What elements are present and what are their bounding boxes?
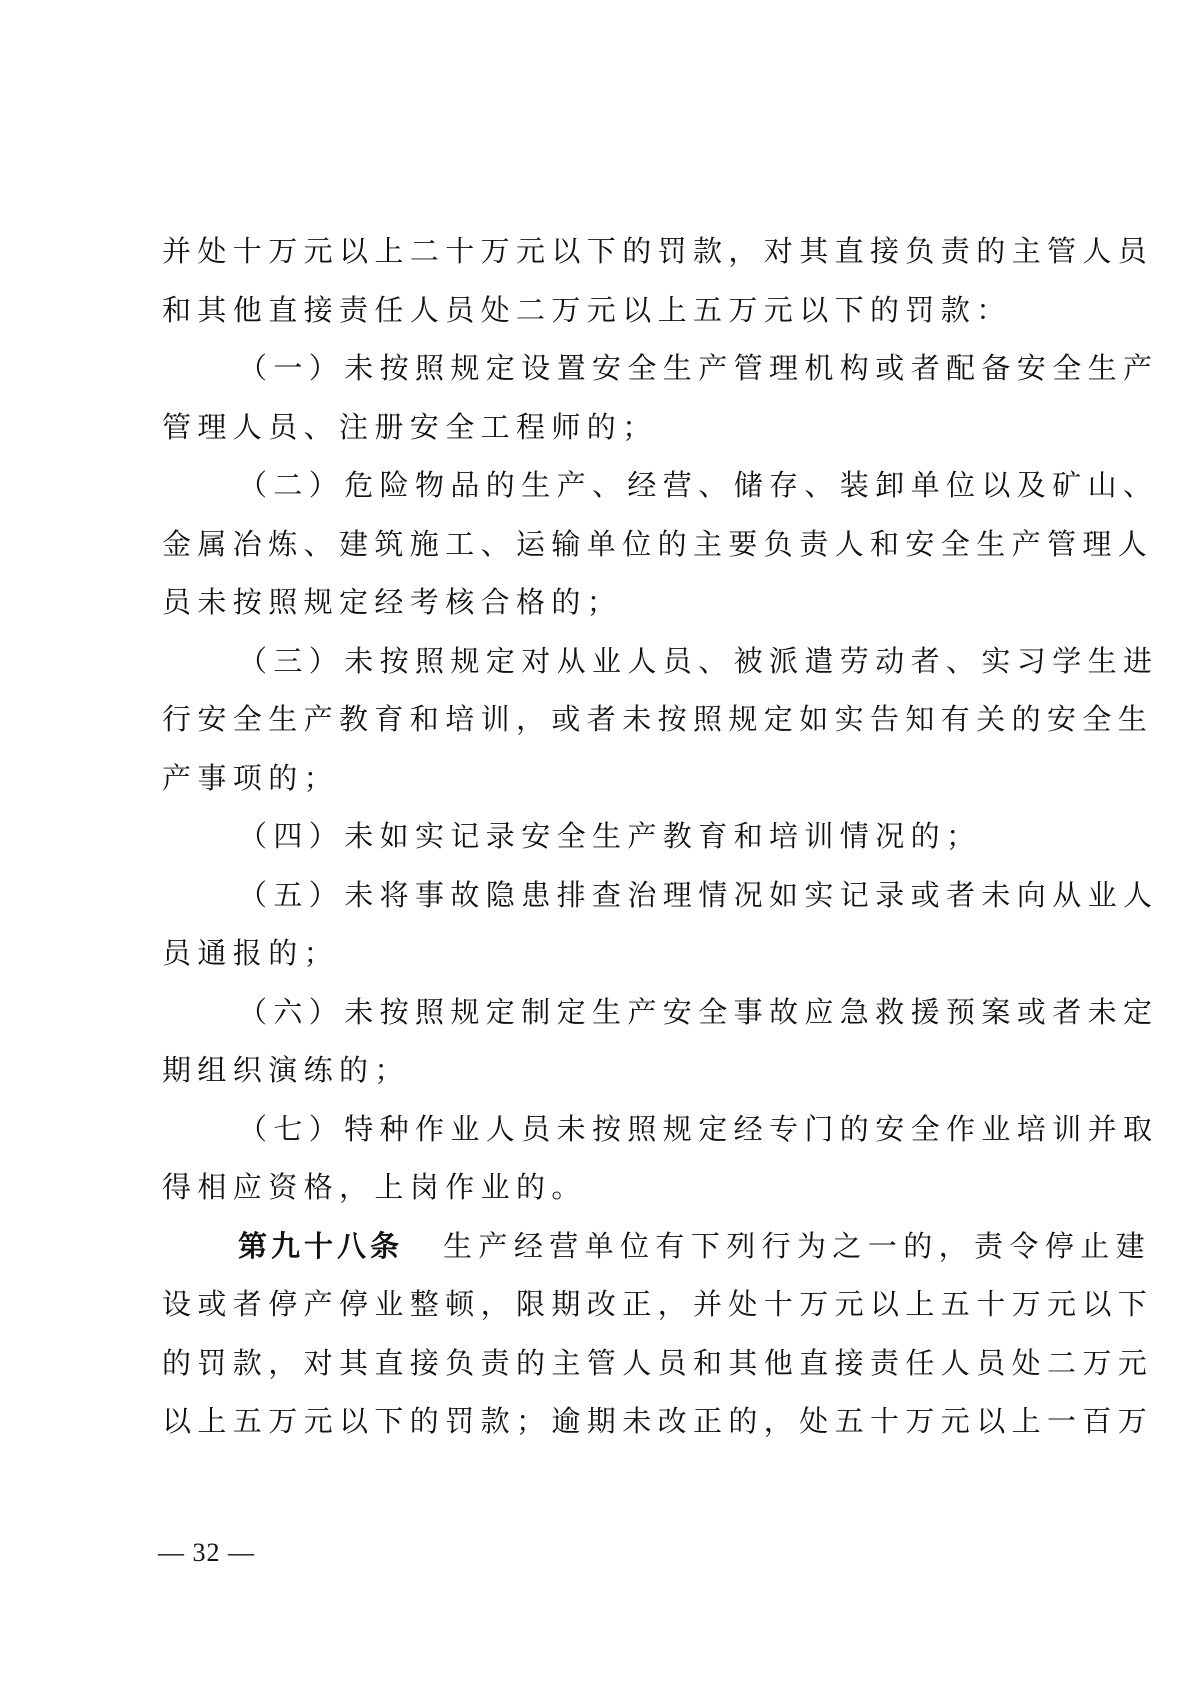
article-98-first-line [162, 1217, 1152, 1276]
text-line: 得相应资格，上岗作业的。 [162, 1170, 587, 1204]
clause-item-5: （五）未将事故隐患排查治理情况如实记录或者未向从业人 [238, 877, 1159, 912]
text-line: 行安全生产教育和培训，或者未按照规定如实告知有关的安全生 [162, 702, 1154, 736]
article-heading: 第九十八条 [238, 1228, 404, 1263]
text-line: 期组织演练的； [162, 1053, 410, 1087]
clause-item-2: （二）危险物品的生产、经营、储存、装卸单位以及矿山、 [238, 468, 1159, 502]
text-line: 设或者停产停业整顿，限期改正，并处十万元以上五十万元以下 [162, 1287, 1154, 1321]
body-text [162, 222, 1159, 1451]
text-line: 管理人员、注册安全工程师的； [162, 409, 658, 444]
article-text: 生产经营单位有下列行为之一的，责令停止建 [443, 1228, 1152, 1263]
text-line: 产事项的； [162, 760, 340, 795]
text-line: 金属冶炼、建筑施工、运输单位的主要负责人和安全生产管理人 [162, 526, 1154, 561]
page-number: — 32 — [158, 1538, 255, 1567]
text-line: 员通报的； [162, 936, 340, 970]
text-line: 员未按照规定经考核合格的； [162, 585, 623, 619]
text-line: 的罚款，对其直接负责的主管人员和其他直接责任人员处二万元 [162, 1345, 1154, 1380]
text-line: 和其他直接责任人员处二万元以上五万元以下的罚款： [162, 292, 1012, 327]
clause-item-7: （七）特种作业人员未按照规定经专门的安全作业培训并取 [238, 1111, 1159, 1146]
clause-item-3: （三）未按照规定对从业人员、被派遣劳动者、实习学生进 [238, 643, 1159, 678]
text-line: 并处十万元以上二十万元以下的罚款，对其直接负责的主管人员 [162, 234, 1154, 268]
text-line: 以上五万元以下的罚款；逾期未改正的，处五十万元以上一百万 [162, 1404, 1154, 1438]
clause-item-1: （一）未按照规定设置安全生产管理机构或者配备安全生产 [238, 351, 1159, 385]
clause-item-6: （六）未按照规定制定生产安全事故应急救援预案或者未定 [238, 994, 1159, 1029]
clause-item-4: （四）未如实记录安全生产教育和培训情况的； [238, 819, 982, 853]
